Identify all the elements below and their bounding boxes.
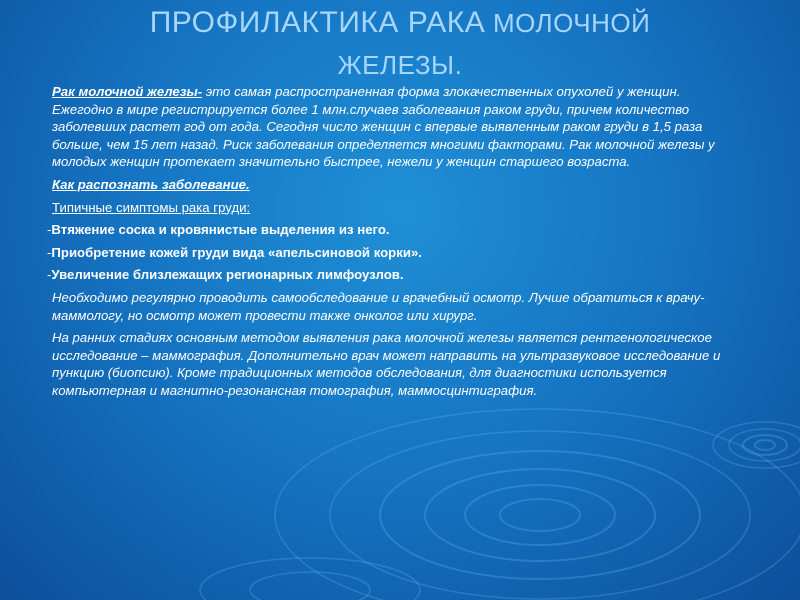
intro-lead: Рак молочной железы-: [52, 84, 203, 99]
slide-content: [47, 83, 742, 405]
slide-title-line1-caps: ПРОФИЛАКТИКА РАКА: [149, 6, 486, 39]
symptom-item: -Приобретение кожей груди вида «апельсиновой корки».: [47, 244, 422, 260]
slide-title: [60, 2, 740, 86]
symptom-item: -Втяжение соска и кровянистые выделения из него.: [47, 222, 390, 238]
how-heading: Как распознать заболевание.: [52, 176, 250, 192]
intro-text: это самая распространенная форма злокачественных опухолей у женщин. Ежегодно в мире регистрируется более 1 млн.случаев заболевания раком груди, причем количество заболевших растет год от года. Сегодня число женщин с впервые выявленным раком груди в 1,5 раза больше, чем 15 лет назад. Риск заболевания определяется многими факторами. Рак молочной железы у молодых женщин протекает значительно быстрее, нежели у женщин старшего возраста.: [52, 84, 715, 170]
slide-title-line1-rest: МОЛОЧНОЙ: [485, 8, 651, 38]
symptom-item: -Увеличение близлежащих регионарных лимфоузлов.: [47, 267, 404, 283]
exam-paragraph: Необходимо регулярно проводить самообследование и врачебный осмотр. Лучше обратиться к врачу-маммологу, но осмотр может провести также онколог или хирург.: [52, 289, 705, 323]
slide-title-line2: ЖЕЛЕЗЫ.: [337, 50, 463, 80]
intro-paragraph: [52, 83, 742, 171]
typical-heading: Типичные симптомы рака груди:: [52, 199, 251, 215]
diagnosis-paragraph: На ранних стадиях основным методом выявления рака молочной железы является рентгенологическое исследование – маммография. Дополнительно врач может направить на ультразвуковое исследование и пункцию (биопсию). Кроме традиционных методов обследования, для диагностики используется компьютерная и магнитно-резонансная томография, маммосцинтиграфия.: [52, 330, 721, 398]
